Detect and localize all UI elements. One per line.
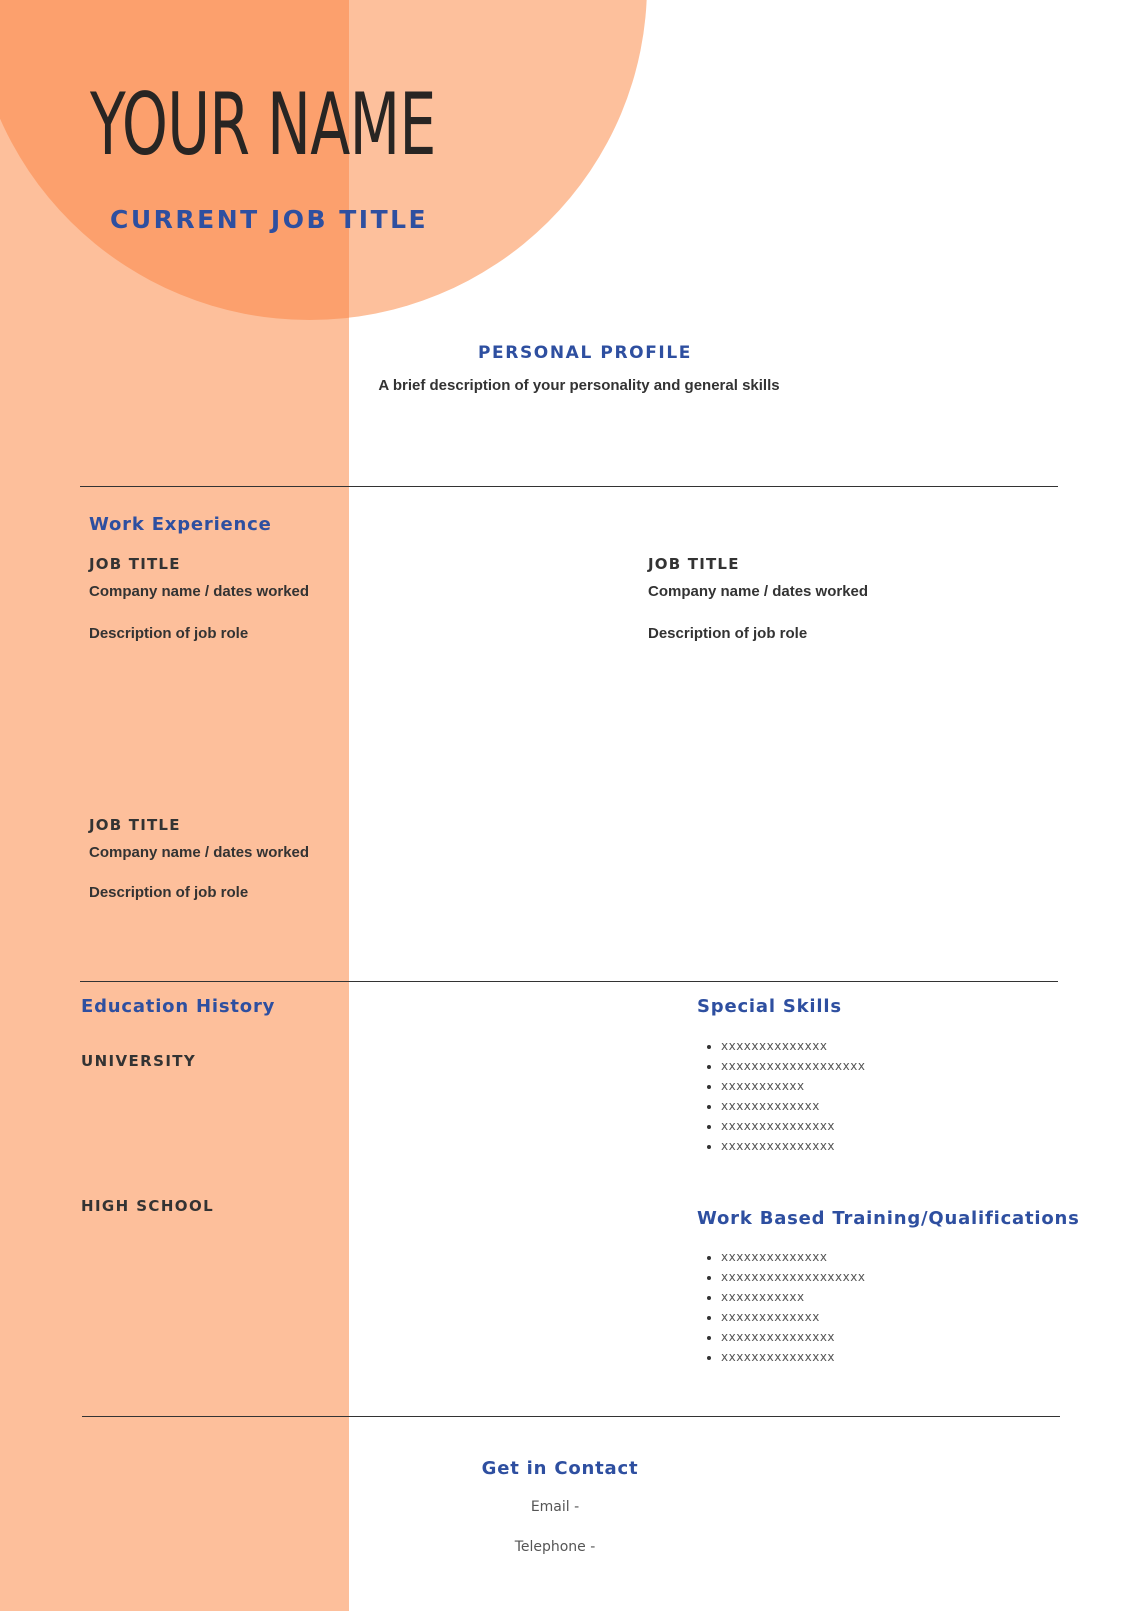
training-list: [697, 1247, 865, 1367]
job-description: Description of job role: [648, 625, 808, 642]
job-title: JOB TITLE: [648, 555, 740, 573]
list-item: • xxxxxxxxxxxxxxx: [721, 1136, 865, 1156]
personal-profile-description: A brief description of your personality and general skills: [378, 377, 780, 394]
list-item: • xxxxxxxxxxxxx: [721, 1307, 865, 1327]
education-item-university: UNIVERSITY: [81, 1052, 197, 1070]
job-company-dates: Company name / dates worked: [648, 583, 869, 600]
list-item: • xxxxxxxxxxxxxxx: [721, 1347, 865, 1367]
work-experience-heading: Work Experience: [89, 514, 272, 535]
current-job-title: CURRENT JOB TITLE: [110, 205, 429, 234]
job-title: JOB TITLE: [89, 816, 181, 834]
education-history-heading: Education History: [81, 996, 276, 1017]
education-item-high-school: HIGH SCHOOL: [81, 1197, 215, 1215]
list-item: • xxxxxxxxxxxxx: [721, 1096, 865, 1116]
list-item: • xxxxxxxxxxxxxxxxxxx: [721, 1056, 865, 1076]
contact-email: Email -: [530, 1499, 580, 1515]
list-item: • xxxxxxxxxxxxxx: [721, 1247, 865, 1267]
list-item: • xxxxxxxxxxxxxxx: [721, 1116, 865, 1136]
divider-profile: [80, 486, 1058, 487]
list-item: • xxxxxxxxxxxxxx: [721, 1036, 865, 1056]
training-heading: Work Based Training/Qualifications: [697, 1208, 1080, 1229]
special-skills-heading: Special Skills: [697, 996, 842, 1017]
job-company-dates: Company name / dates worked: [89, 844, 310, 861]
personal-profile-heading: PERSONAL PROFILE: [478, 343, 692, 363]
special-skills-list: [697, 1036, 865, 1156]
job-company-dates: Company name / dates worked: [89, 583, 310, 600]
job-description: Description of job role: [89, 884, 249, 901]
job-description: Description of job role: [89, 625, 249, 642]
resume-name: YOUR NAME: [90, 75, 436, 175]
list-item: • xxxxxxxxxxxxxxxxxxx: [721, 1267, 865, 1287]
contact-heading: Get in Contact: [481, 1458, 639, 1479]
contact-telephone: Telephone -: [514, 1539, 596, 1555]
divider-experience: [80, 981, 1058, 982]
list-item: • xxxxxxxxxxxxxxx: [721, 1327, 865, 1347]
list-item: • xxxxxxxxxxx: [721, 1287, 865, 1307]
divider-education: [82, 1416, 1060, 1417]
job-title: JOB TITLE: [89, 555, 181, 573]
list-item: • xxxxxxxxxxx: [721, 1076, 865, 1096]
